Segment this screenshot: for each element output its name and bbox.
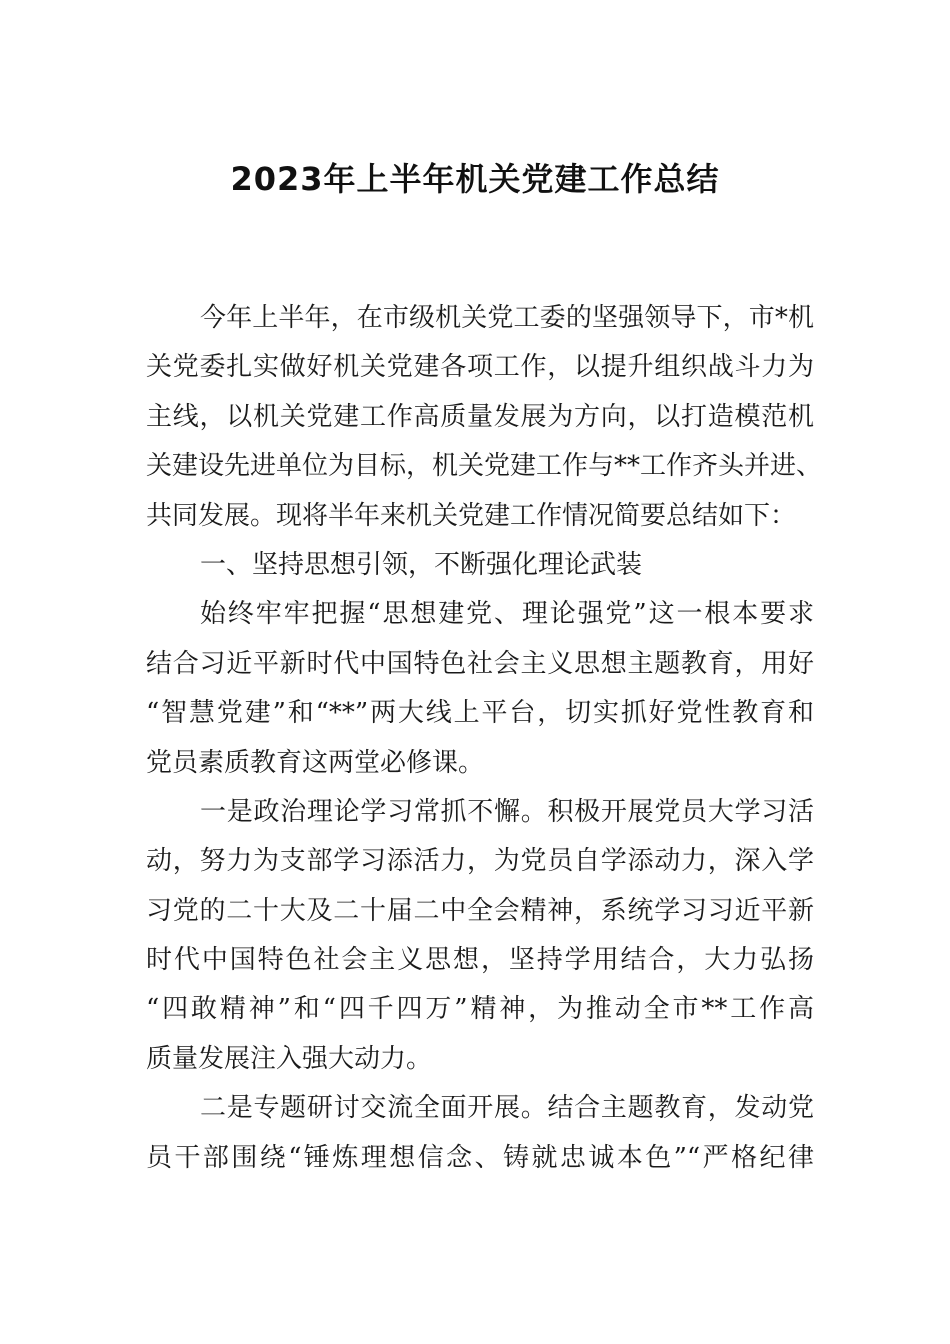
paragraph-line: 关党委扎实做好机关党建各项工作，以提升组织战斗力为: [146, 352, 814, 383]
section-heading: 一、坚持思想引领，不断强化理论武装: [200, 549, 643, 580]
paragraph-line: 时代中国特色社会主义思想，坚持学用结合，大力弘扬: [146, 945, 814, 976]
document-title: 2023年上半年机关党建工作总结: [230, 160, 720, 198]
paragraph-line: 党员素质教育这两堂必修课。: [146, 747, 485, 778]
paragraph-line: 员干部围绕“锤炼理想信念、铸就忠诚本色”“严格纪律: [146, 1142, 814, 1173]
paragraph-line: 结合习近平新时代中国特色社会主义思想主题教育，用好: [146, 648, 814, 679]
paragraph-line: 共同发展。现将半年来机关党建工作情况简要总结如下：: [146, 500, 797, 531]
paragraph-line: 今年上半年，在市级机关党工委的坚强领导下，市*机: [200, 303, 814, 333]
paragraph-line: 质量发展注入强大动力。: [146, 1043, 433, 1074]
paragraph-line: 关建设先进单位为目标，机关党建工作与**工作齐头并进、: [146, 451, 823, 482]
paragraph-line: 主线，以机关党建工作高质量发展为方向，以打造模范机: [146, 401, 814, 432]
paragraph-line: 二是专题研讨交流全面开展。结合主题教育，发动党: [200, 1093, 814, 1124]
paragraph-line: 一是政治理论学习常抓不懈。积极开展党员大学习活: [200, 796, 814, 827]
document-body: [146, 294, 823, 1183]
paragraph-line: 习党的二十大及二十届二中全会精神，系统学习习近平新: [146, 895, 814, 926]
paragraph-line: 动，努力为支部学习添活力，为党员自学添动力，深入学: [146, 846, 814, 877]
paragraph-line: “智慧党建”和“**”两大线上平台，切实抓好党性教育和: [146, 698, 814, 729]
paragraph-line: “四敢精神”和“四千四万”精神，为推动全市**工作高: [146, 994, 814, 1025]
paragraph-line: 始终牢牢把握“思想建党、理论强党”这一根本要求: [200, 599, 814, 630]
